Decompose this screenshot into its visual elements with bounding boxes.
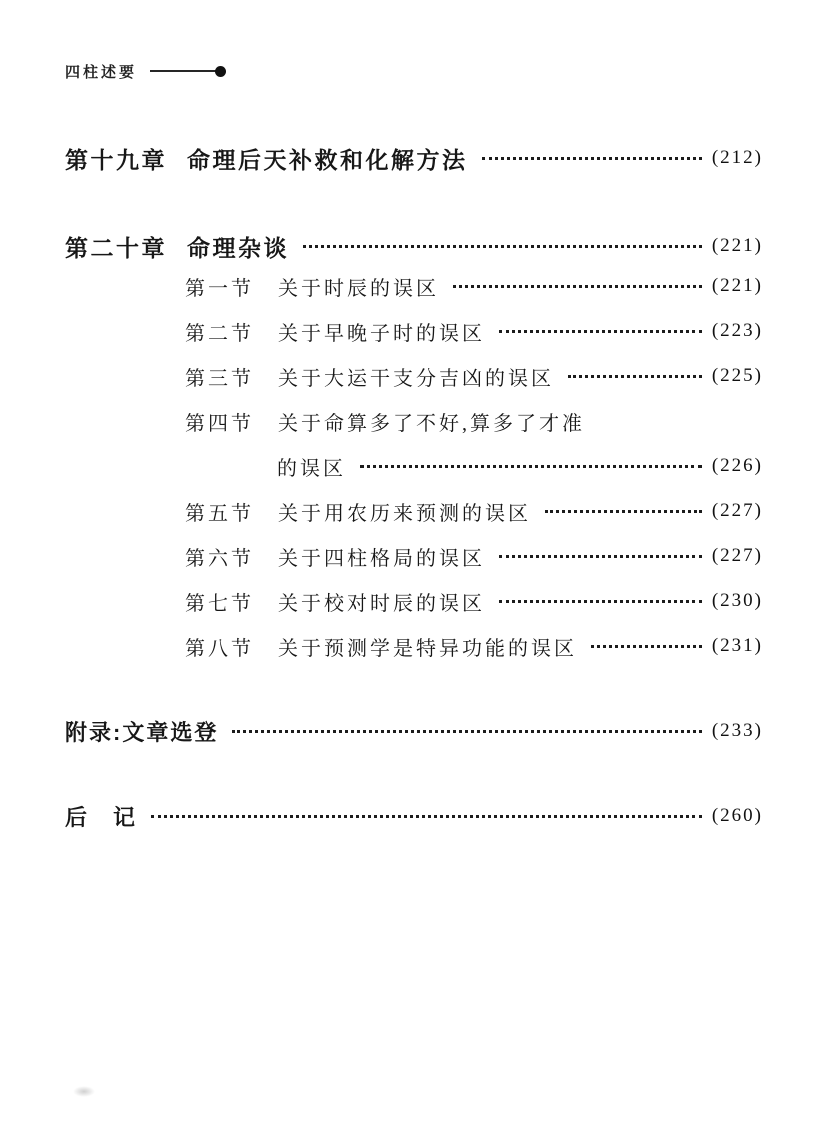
- dot-leader: [232, 720, 702, 742]
- section-title: 关于早晚子时的误区: [278, 322, 485, 345]
- chapter-label: 第二十章: [65, 234, 167, 261]
- toc-entry-chapter-20: [65, 231, 763, 261]
- header-bullet-dot: [215, 66, 226, 77]
- dot-leader: [591, 636, 702, 656]
- postscript-label: 后 记: [65, 804, 138, 830]
- toc-entry-section-2: [185, 316, 763, 346]
- dot-leader: [545, 501, 702, 521]
- section-label: 第七节: [185, 592, 254, 615]
- page-number: (221): [711, 275, 763, 296]
- book-title: 四柱述要: [65, 63, 138, 81]
- toc-entry-section-1: [185, 271, 763, 301]
- page-number: (230): [711, 590, 763, 611]
- page-number: (223): [711, 320, 763, 341]
- appendix-label: 附录:文章选登: [65, 719, 219, 745]
- toc-entry-appendix: [65, 716, 763, 746]
- section-title: 关于命算多了不好,算多了才准: [278, 412, 585, 435]
- section-label: 第八节: [185, 637, 254, 660]
- section-label: 第五节: [185, 502, 254, 525]
- page-number: (231): [711, 635, 763, 656]
- section-label: 第二节: [185, 322, 254, 345]
- scan-smudge-artifact: [73, 1086, 95, 1097]
- toc-entry-section-5: [185, 496, 763, 526]
- chapter-title: 命理杂谈: [187, 234, 289, 261]
- section-title: 关于四柱格局的误区: [278, 547, 485, 570]
- page-number: (225): [711, 365, 763, 386]
- toc-entry-section-6: [185, 541, 763, 571]
- dot-leader: [499, 546, 702, 566]
- section-label: 第三节: [185, 367, 254, 390]
- page-number: (227): [711, 500, 763, 521]
- toc-entry-section-4-line1: [185, 406, 763, 436]
- page-number: (227): [711, 545, 763, 566]
- section-title: 关于预测学是特异功能的误区: [278, 637, 577, 660]
- toc-entry-section-4-line2: [277, 451, 763, 481]
- section-title: 关于大运干支分吉凶的误区: [278, 367, 554, 390]
- toc-entry-section-3: [185, 361, 763, 391]
- dot-leader: [453, 276, 702, 296]
- page-number: (212): [711, 147, 763, 168]
- section-title-continued: 的误区: [277, 457, 346, 480]
- dot-leader: [360, 456, 702, 476]
- header-rule-line: [150, 70, 216, 72]
- section-label: 第四节: [185, 412, 254, 435]
- section-title: 关于时辰的误区: [278, 277, 439, 300]
- page-number: (221): [711, 235, 763, 256]
- toc-entry-section-8: [185, 631, 763, 661]
- chapter-label: 第十九章: [65, 146, 167, 173]
- page-number: (233): [711, 720, 763, 741]
- section-label: 第一节: [185, 277, 254, 300]
- page-number: (260): [711, 805, 763, 826]
- running-header: [65, 58, 226, 84]
- toc-entry-postscript: [65, 801, 763, 831]
- dot-leader: [482, 147, 702, 170]
- dot-leader: [151, 805, 702, 827]
- section-title: 关于校对时辰的误区: [278, 592, 485, 615]
- chapter-title: 命理后天补救和化解方法: [187, 146, 468, 173]
- dot-leader: [499, 591, 702, 611]
- toc-entry-section-7: [185, 586, 763, 616]
- dot-leader: [568, 366, 702, 386]
- dot-leader: [303, 235, 702, 258]
- section-title: 关于用农历来预测的误区: [278, 502, 531, 525]
- dot-leader: [499, 321, 702, 341]
- section-label: 第六节: [185, 547, 254, 570]
- page-number: (226): [711, 455, 763, 476]
- toc-entry-chapter-19: [65, 143, 763, 173]
